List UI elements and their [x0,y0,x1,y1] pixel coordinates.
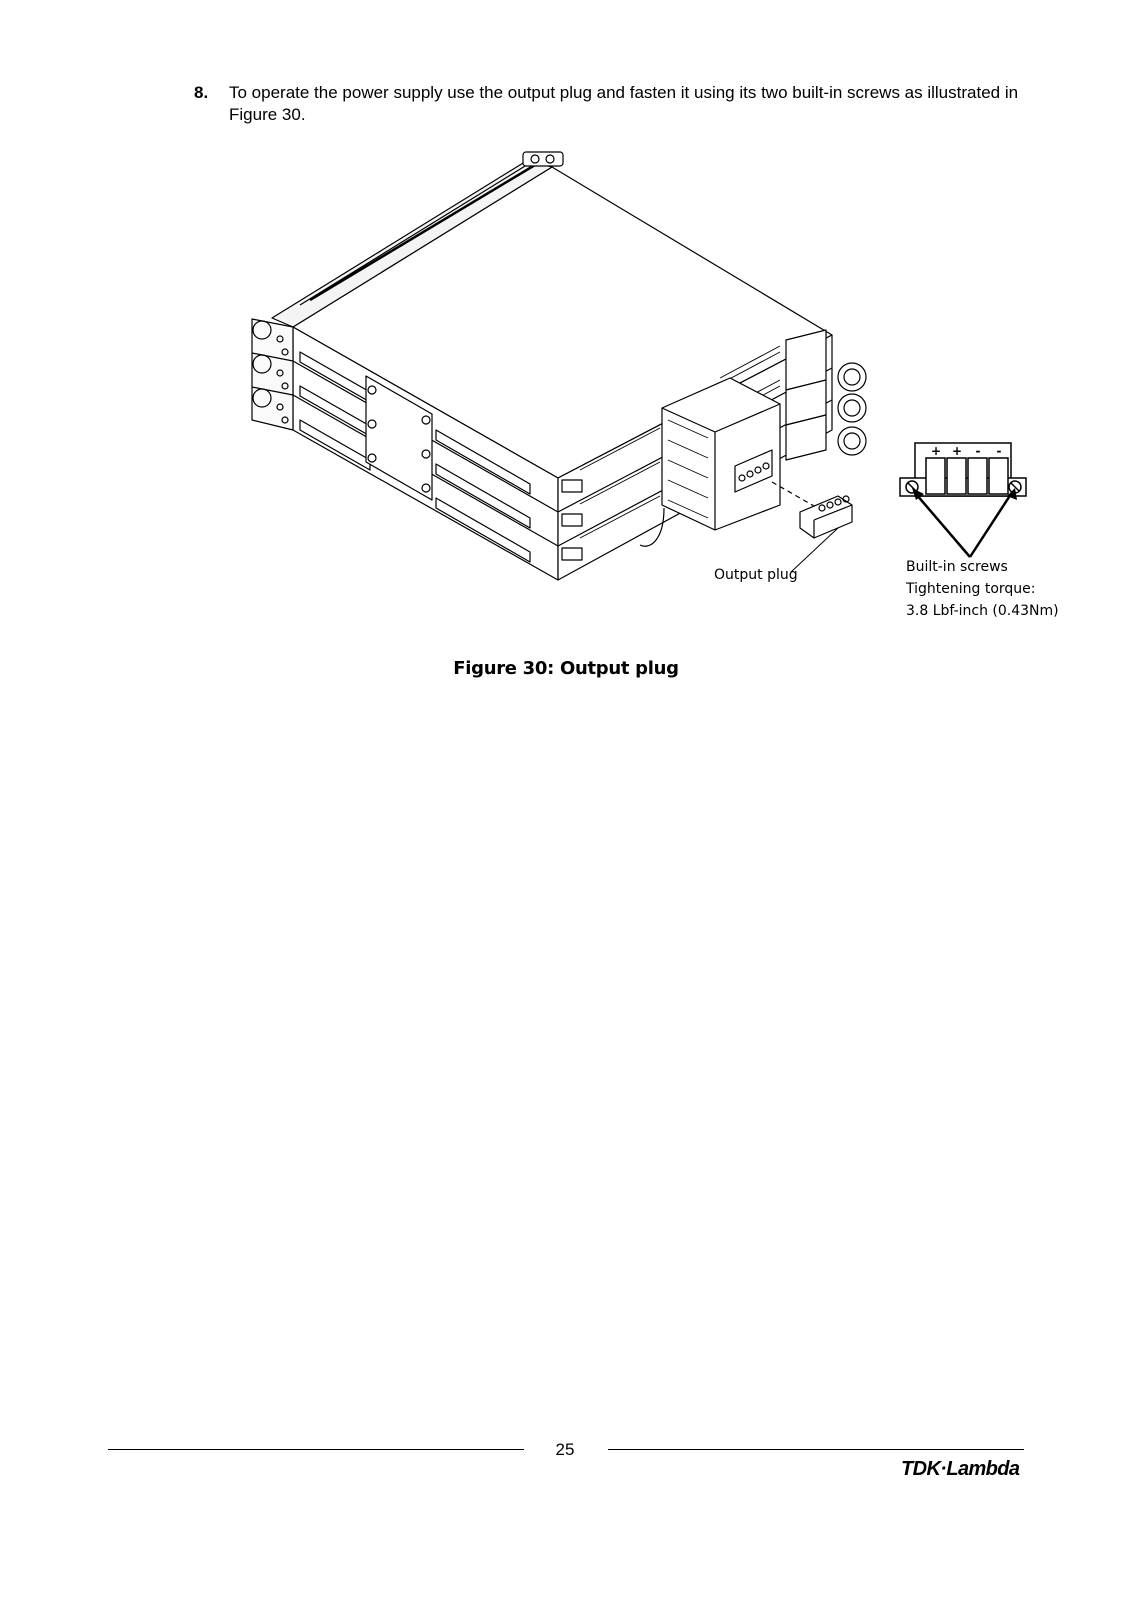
footer-rule-left [108,1449,524,1450]
terminal-3-polarity: - [975,444,981,458]
footer-rule-right [608,1449,1024,1450]
page-number: 25 [555,1440,575,1459]
step-text: To operate the power supply use the output plug and fasten it using its two built-in screws as illustrated in Figure 30. [229,83,1019,124]
terminal-2-polarity: + [951,444,963,458]
brand-logo: TDK·Lambda [901,1458,1020,1480]
screws-label-line3: 3.8 Lbf-inch (0.43Nm) [906,603,1059,619]
terminal-1-polarity: + [930,444,942,458]
screws-label-line1: Built-in screws [906,559,1008,575]
output-plug-label: Output plug [714,567,798,583]
step-number: 8. [194,83,209,102]
power-supply-stack-drawing [252,152,866,580]
terminal-4-polarity: - [996,444,1002,458]
screw-callout-arrows [912,488,1017,557]
figure-caption: Figure 30: Output plug [453,658,679,679]
screws-label-line2: Tightening torque: [906,581,1036,597]
figure-output-plug-illustration [0,0,1132,640]
terminal-block-front-view [900,443,1026,496]
